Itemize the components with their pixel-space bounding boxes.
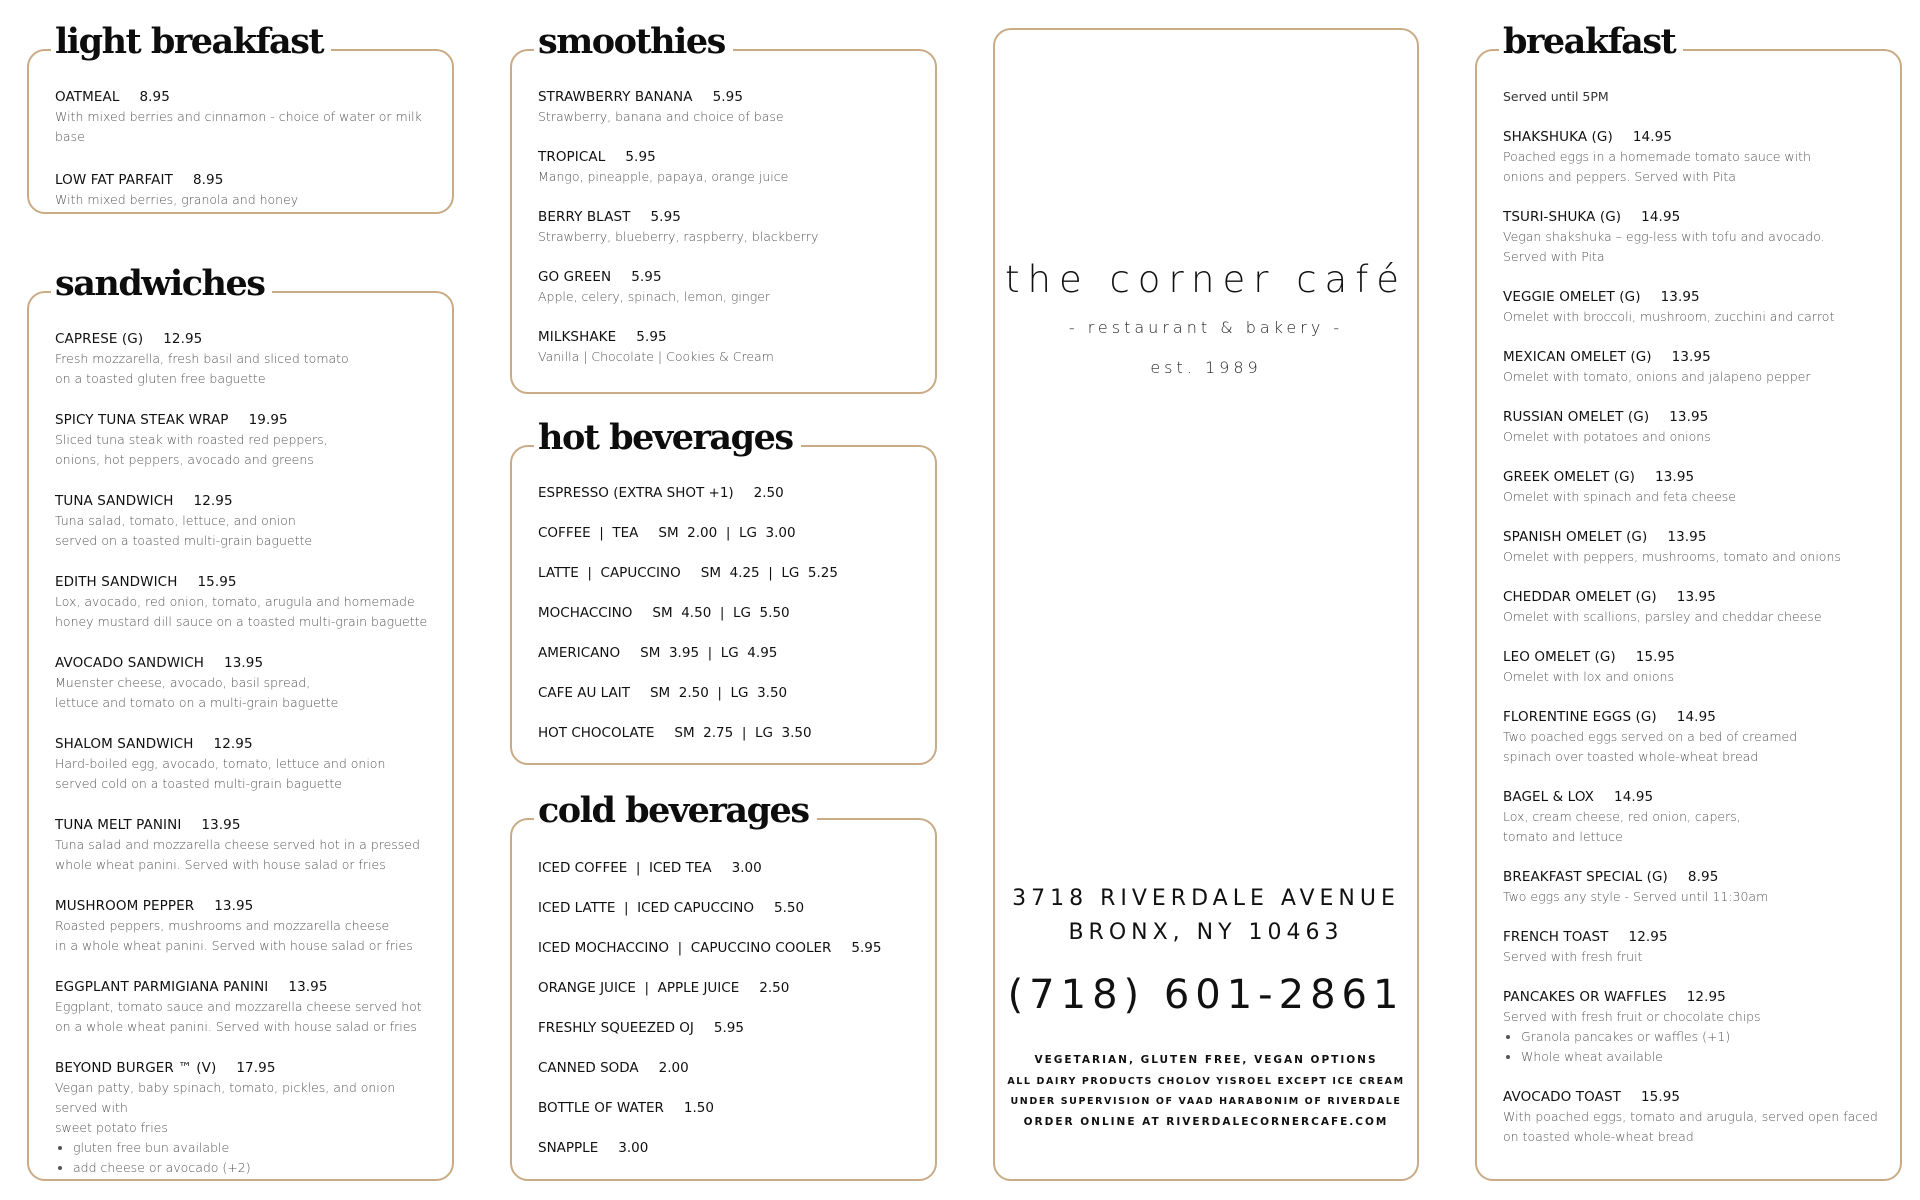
menu-item: [1503, 707, 1882, 767]
option-item: • add cheese or avocado (+2): [73, 1158, 434, 1178]
menu-item: [55, 491, 434, 551]
item-name: FRENCH TOAST: [1503, 929, 1609, 945]
address-line-2: BRONX, NY 10463: [1068, 920, 1344, 945]
item-description: Vanilla | Chocolate | Cookies & Cream: [538, 349, 774, 364]
item-price: 2.50: [753, 485, 784, 501]
smoothies-items: [538, 87, 917, 367]
item-price: SM 3.95 | LG 4.95: [640, 645, 778, 661]
item-description: With mixed berries and cinnamon - choice of water or milk base: [55, 109, 422, 144]
item-name: ICED MOCHACCINO | CAPUCCINO COOLER: [538, 940, 832, 956]
menu-item: [1503, 467, 1882, 507]
dietary-note: VEGETARIAN, GLUTEN FREE, VEGAN OPTIONS: [1034, 1054, 1378, 1066]
description-line: Sliced tuna steak with roasted red peppers,: [55, 432, 328, 447]
beverage-item: [538, 978, 917, 998]
item-name: OATMEAL: [55, 89, 120, 105]
item-price: 13.95: [288, 979, 328, 995]
item-description: [55, 592, 434, 632]
item-description: [1503, 547, 1882, 567]
description-line: tomato and lettuce: [1503, 829, 1623, 844]
description-line: Eggplant, tomato sauce and mozzarella cheese served hot: [55, 999, 422, 1014]
item-name: BEYOND BURGER ™ (V): [55, 1060, 217, 1076]
hot-beverages-items: [538, 483, 917, 743]
option-item: • Whole wheat available: [1521, 1047, 1882, 1067]
description-line: Vegan shakshuka – egg-less with tofu and avocado.: [1503, 229, 1825, 244]
description-line: Omelet with broccoli, mushroom, zucchini and carrot: [1503, 309, 1835, 324]
item-price: 8.95: [139, 89, 170, 105]
item-price: 5.95: [713, 1020, 744, 1036]
beverage-item: [538, 1018, 917, 1038]
description-line: whole wheat panini. Served with house salad or fries: [55, 857, 386, 872]
item-name: EGGPLANT PARMIGIANA PANINI: [55, 979, 269, 995]
beverage-item: [538, 483, 917, 503]
description-line: honey mustard dill sauce on a toasted multi-grain baguette: [55, 614, 428, 629]
menu-item: [1503, 207, 1882, 267]
section-title: breakfast: [1499, 21, 1683, 63]
item-price: 5.95: [625, 149, 656, 165]
description-line: Fresh mozzarella, fresh basil and sliced tomato: [55, 351, 349, 366]
menu-item: [1503, 787, 1882, 847]
item-name: MEXICAN OMELET (G): [1503, 349, 1652, 365]
item-description: [1503, 227, 1882, 267]
description-line: served cold on a toasted multi-grain baguette: [55, 776, 342, 791]
description-line: in a whole wheat panini. Served with house salad or fries: [55, 938, 413, 953]
item-name: FRESHLY SQUEEZED OJ: [538, 1020, 694, 1036]
item-description: [55, 673, 434, 713]
menu-item: [538, 207, 917, 247]
beverage-item: [538, 683, 917, 703]
item-price: 5.95: [851, 940, 882, 956]
description-line: served on a toasted multi-grain baguette: [55, 533, 313, 548]
menu-item: [1503, 927, 1882, 967]
order-online-note: ORDER ONLINE AT RIVERDALECORNERCAFE.COM: [1023, 1116, 1389, 1128]
menu-item: [538, 87, 917, 127]
description-line: Omelet with spinach and feta cheese: [1503, 489, 1737, 504]
item-name: AMERICANO: [538, 645, 621, 661]
item-price: 12.95: [163, 331, 203, 347]
beverage-item: [538, 858, 917, 878]
item-description: With mixed berries, granola and honey: [55, 192, 299, 207]
item-name: ICED COFFEE | ICED TEA: [538, 860, 712, 876]
description-line: Vegan patty, baby spinach, tomato, pickles, and onion served with: [55, 1080, 396, 1115]
item-price: SM 4.25 | LG 5.25: [700, 565, 838, 581]
description-line: Hard-boiled egg, avocado, tomato, lettuce and onion: [55, 756, 386, 771]
item-name: PANCAKES OR WAFFLES: [1503, 989, 1667, 1005]
beverage-item: [538, 1138, 917, 1158]
tagline: - restaurant & bakery -: [1068, 318, 1344, 337]
item-price: 15.95: [1640, 1089, 1681, 1105]
item-name: EDITH SANDWICH: [55, 574, 178, 590]
item-name: STRAWBERRY BANANA: [538, 89, 693, 105]
item-name: CAFE AU LAIT: [538, 685, 630, 701]
cover-panel: [993, 28, 1419, 1181]
item-description: [1503, 1107, 1882, 1147]
established-year: est. 1989: [1150, 358, 1262, 377]
item-price: SM 2.75 | LG 3.50: [674, 725, 812, 741]
item-price: 14.95: [1676, 709, 1716, 725]
menu-item: [55, 329, 434, 389]
item-name: SHAKSHUKA (G): [1503, 129, 1613, 145]
item-name: CAPRESE (G): [55, 331, 144, 347]
beverage-item: [538, 643, 917, 663]
item-price: SM 2.00 | LG 3.00: [658, 525, 796, 541]
item-description: [1503, 307, 1882, 327]
item-price: 13.95: [1669, 409, 1709, 425]
description-line: spinach over toasted whole-wheat bread: [1503, 749, 1759, 764]
description-line: Tuna salad and mozzarella cheese served hot in a pressed: [55, 837, 420, 852]
item-name: RUSSIAN OMELET (G): [1503, 409, 1650, 425]
description-line: Lox, cream cheese, red onion, capers,: [1503, 809, 1741, 824]
beverage-item: [538, 723, 917, 743]
item-name: SPANISH OMELET (G): [1503, 529, 1648, 545]
item-description: [1503, 807, 1882, 847]
description-line: Roasted peppers, mushrooms and mozzarella cheese: [55, 918, 390, 933]
menu-item: [1503, 287, 1882, 327]
item-price: 2.50: [759, 980, 790, 996]
beverage-item: [538, 563, 917, 583]
description-line: lettuce and tomato on a multi-grain baguette: [55, 695, 339, 710]
item-name: TSURI-SHUKA (G): [1503, 209, 1622, 225]
breakfast-section: [1475, 21, 1902, 1181]
description-line: Served with Pita: [1503, 249, 1605, 264]
item-price: 13.95: [1676, 589, 1716, 605]
item-price: 15.95: [1635, 649, 1675, 665]
description-line: on toasted whole-wheat bread: [1503, 1129, 1694, 1144]
description-line: Poached eggs in a homemade tomato sauce with: [1503, 149, 1811, 164]
beverage-item: [538, 1058, 917, 1078]
beverage-item: [538, 523, 917, 543]
item-price: 5.95: [631, 269, 662, 285]
supervision-note: UNDER SUPERVISION OF VAAD HARABONIM OF RIVERDALE: [1010, 1096, 1402, 1107]
item-price: 14.95: [1641, 209, 1681, 225]
menu-item: [1503, 127, 1882, 187]
description-line: Omelet with potatoes and onions: [1503, 429, 1711, 444]
item-description: [55, 349, 434, 389]
sandwiches-section: [27, 263, 454, 1181]
description-line: Served with fresh fruit or chocolate chips: [1503, 1009, 1761, 1024]
item-price: 3.00: [731, 860, 762, 876]
item-name: AVOCADO SANDWICH: [55, 655, 205, 671]
menu-item: [1503, 987, 1882, 1067]
item-price: SM 2.50 | LG 3.50: [649, 685, 788, 701]
menu-item: [538, 147, 917, 187]
item-name: SNAPPLE: [538, 1140, 599, 1156]
description-line: onions, hot peppers, avocado and greens: [55, 452, 314, 467]
item-price: 12.95: [213, 736, 253, 752]
menu-item: [538, 267, 917, 307]
item-name: VEGGIE OMELET (G): [1503, 289, 1641, 305]
item-description: [55, 835, 434, 875]
item-description: [1503, 1007, 1882, 1067]
description-line: onions and peppers. Served with Pita: [1503, 169, 1736, 184]
item-description: [55, 754, 434, 794]
item-price: SM 4.50 | LG 5.50: [652, 605, 790, 621]
menu-item: [55, 653, 434, 713]
item-price: 8.95: [192, 172, 224, 188]
item-name: BAGEL & LOX: [1503, 789, 1595, 805]
menu-item: [1503, 587, 1882, 627]
item-name: MILKSHAKE: [538, 329, 617, 345]
light-breakfast-items: [55, 87, 434, 210]
item-description: Mango, pineapple, papaya, orange juice: [538, 169, 789, 184]
description-line: Served with fresh fruit: [1503, 949, 1643, 964]
item-price: 13.95: [201, 817, 241, 833]
item-description: [55, 916, 434, 956]
item-name: LATTE | CAPUCCINO: [538, 565, 681, 581]
item-name: SPICY TUNA STEAK WRAP: [55, 412, 229, 428]
menu-item: [538, 327, 917, 367]
description-line: Omelet with tomato, onions and jalapeno pepper: [1503, 369, 1811, 384]
description-line: Tuna salad, tomato, lettuce, and onion: [55, 513, 296, 528]
item-description: Strawberry, banana and choice of base: [538, 109, 784, 124]
hot-beverages-section: [510, 417, 937, 765]
item-description: [1503, 367, 1882, 387]
beverage-item: [538, 938, 917, 958]
item-name: GO GREEN: [538, 269, 612, 285]
description-line: Omelet with peppers, mushrooms, tomato and onions: [1503, 549, 1841, 564]
section-title: sandwiches: [51, 263, 272, 305]
menu-item: [55, 572, 434, 632]
section-title: cold beverages: [534, 790, 817, 832]
description-line: Muenster cheese, avocado, basil spread,: [55, 675, 311, 690]
description-line: Omelet with lox and onions: [1503, 669, 1674, 684]
description-line: on a whole wheat panini. Served with house salad or fries: [55, 1019, 417, 1034]
cold-beverages-section: [510, 790, 937, 1181]
description-line: on a toasted gluten free baguette: [55, 371, 266, 386]
smoothies-section: [510, 21, 937, 394]
option-list: [1503, 1027, 1882, 1067]
item-name: BERRY BLAST: [538, 209, 631, 225]
item-price: 13.95: [1655, 469, 1695, 485]
menu-item: [55, 410, 434, 470]
item-price: 15.95: [197, 574, 237, 590]
item-price: 13.95: [1671, 349, 1711, 365]
menu-item: [55, 87, 434, 147]
menu-item: [55, 896, 434, 956]
menu-item: [55, 734, 434, 794]
item-price: 5.95: [636, 329, 667, 345]
item-name: COFFEE | TEA: [538, 525, 639, 541]
item-name: SHALOM SANDWICH: [55, 736, 194, 752]
item-name: TUNA MELT PANINI: [55, 817, 182, 833]
item-name: ICED LATTE | ICED CAPUCCINO: [538, 900, 755, 916]
item-name: TUNA SANDWICH: [55, 493, 174, 509]
light-breakfast-section: [27, 21, 454, 214]
menu-item: [1503, 527, 1882, 567]
item-name: CHEDDAR OMELET (G): [1503, 589, 1657, 605]
sandwiches-items: [55, 329, 434, 1178]
item-name: BREAKFAST SPECIAL (G): [1503, 869, 1668, 885]
item-description: Strawberry, blueberry, raspberry, blackberry: [538, 229, 819, 244]
brand-name: the corner café: [1004, 258, 1408, 301]
description-line: With poached eggs, tomato and arugula, served open faced: [1503, 1109, 1878, 1124]
item-description: [55, 1078, 434, 1178]
beverage-item: [538, 1098, 917, 1118]
item-description: [55, 511, 434, 551]
item-name: CANNED SODA: [538, 1060, 639, 1076]
menu-item: [55, 1058, 434, 1178]
dairy-note: ALL DAIRY PRODUCTS CHOLOV YISROEL EXCEPT ICE CREAM: [1007, 1076, 1405, 1087]
menu-item: [1503, 407, 1882, 447]
item-name: GREEK OMELET (G): [1503, 469, 1636, 485]
serving-hours-note: Served until 5PM: [1503, 89, 1609, 104]
item-price: 13.95: [1660, 289, 1700, 305]
item-price: 14.95: [1614, 789, 1654, 805]
item-name: MUSHROOM PEPPER: [55, 898, 195, 914]
item-price: 12.95: [193, 493, 233, 509]
item-description: Apple, celery, spinach, lemon, ginger: [538, 289, 771, 304]
item-price: 13.95: [224, 655, 264, 671]
item-description: [55, 997, 434, 1037]
item-description: [1503, 947, 1882, 967]
beverage-item: [538, 898, 917, 918]
item-price: 5.50: [774, 900, 805, 916]
description-line: sweet potato fries: [55, 1120, 168, 1135]
option-item: • gluten free bun available: [73, 1138, 434, 1158]
item-price: 13.95: [1667, 529, 1707, 545]
menu-item: [1503, 867, 1882, 907]
item-name: BOTTLE OF WATER: [538, 1100, 664, 1116]
item-price: 3.00: [618, 1140, 649, 1156]
address-line-1: 3718 RIVERDALE AVENUE: [1012, 886, 1400, 911]
item-description: [1503, 887, 1882, 907]
item-price: 13.95: [214, 898, 254, 914]
item-description: [1503, 487, 1882, 507]
item-description: [1503, 727, 1882, 767]
phone-number: (718) 601-2861: [1007, 972, 1405, 1018]
item-price: 8.95: [1687, 869, 1719, 885]
menu-item: [1503, 347, 1882, 387]
item-name: LOW FAT PARFAIT: [55, 172, 173, 188]
breakfast-list: [1503, 127, 1882, 1147]
item-name: LEO OMELET (G): [1503, 649, 1616, 665]
item-name: AVOCADO TOAST: [1503, 1089, 1621, 1105]
item-price: 1.50: [683, 1100, 714, 1116]
item-description: [1503, 427, 1882, 447]
option-item: • Granola pancakes or waffles (+1): [1521, 1027, 1882, 1047]
item-price: 12.95: [1686, 989, 1726, 1005]
item-price: 17.95: [236, 1060, 276, 1076]
description-line: Two eggs any style - Served until 11:30am: [1503, 889, 1769, 904]
item-price: 12.95: [1628, 929, 1668, 945]
menu-item: [55, 977, 434, 1037]
section-title: hot beverages: [534, 417, 801, 459]
breakfast-items: [1503, 87, 1882, 1147]
description-line: Lox, avocado, red onion, tomato, arugula and homemade: [55, 594, 415, 609]
item-price: 19.95: [248, 412, 288, 428]
item-description: [1503, 147, 1882, 187]
item-name: MOCHACCINO: [538, 605, 633, 621]
item-name: TROPICAL: [538, 149, 606, 165]
item-name: ORANGE JUICE | APPLE JUICE: [538, 980, 740, 996]
description-line: Two poached eggs served on a bed of creamed: [1503, 729, 1798, 744]
description-line: Omelet with scallions, parsley and cheddar cheese: [1503, 609, 1822, 624]
option-list: [55, 1138, 434, 1178]
menu-item: [1503, 1087, 1882, 1147]
item-description: [1503, 667, 1882, 687]
menu-item: [55, 170, 434, 210]
item-name: FLORENTINE EGGS (G): [1503, 709, 1657, 725]
cold-beverages-items: [538, 858, 917, 1158]
item-price: 14.95: [1632, 129, 1673, 145]
item-description: [1503, 607, 1882, 627]
section-title: light breakfast: [51, 21, 331, 63]
item-description: [55, 430, 434, 470]
item-price: 5.95: [712, 89, 744, 105]
section-title: smoothies: [534, 21, 733, 63]
item-name: HOT CHOCOLATE: [538, 725, 655, 741]
item-name: ESPRESSO (EXTRA SHOT +1): [538, 485, 734, 501]
item-price: 5.95: [650, 209, 681, 225]
beverage-item: [538, 603, 917, 623]
menu-item: [1503, 647, 1882, 687]
item-price: 2.00: [658, 1060, 689, 1076]
menu-item: [55, 815, 434, 875]
